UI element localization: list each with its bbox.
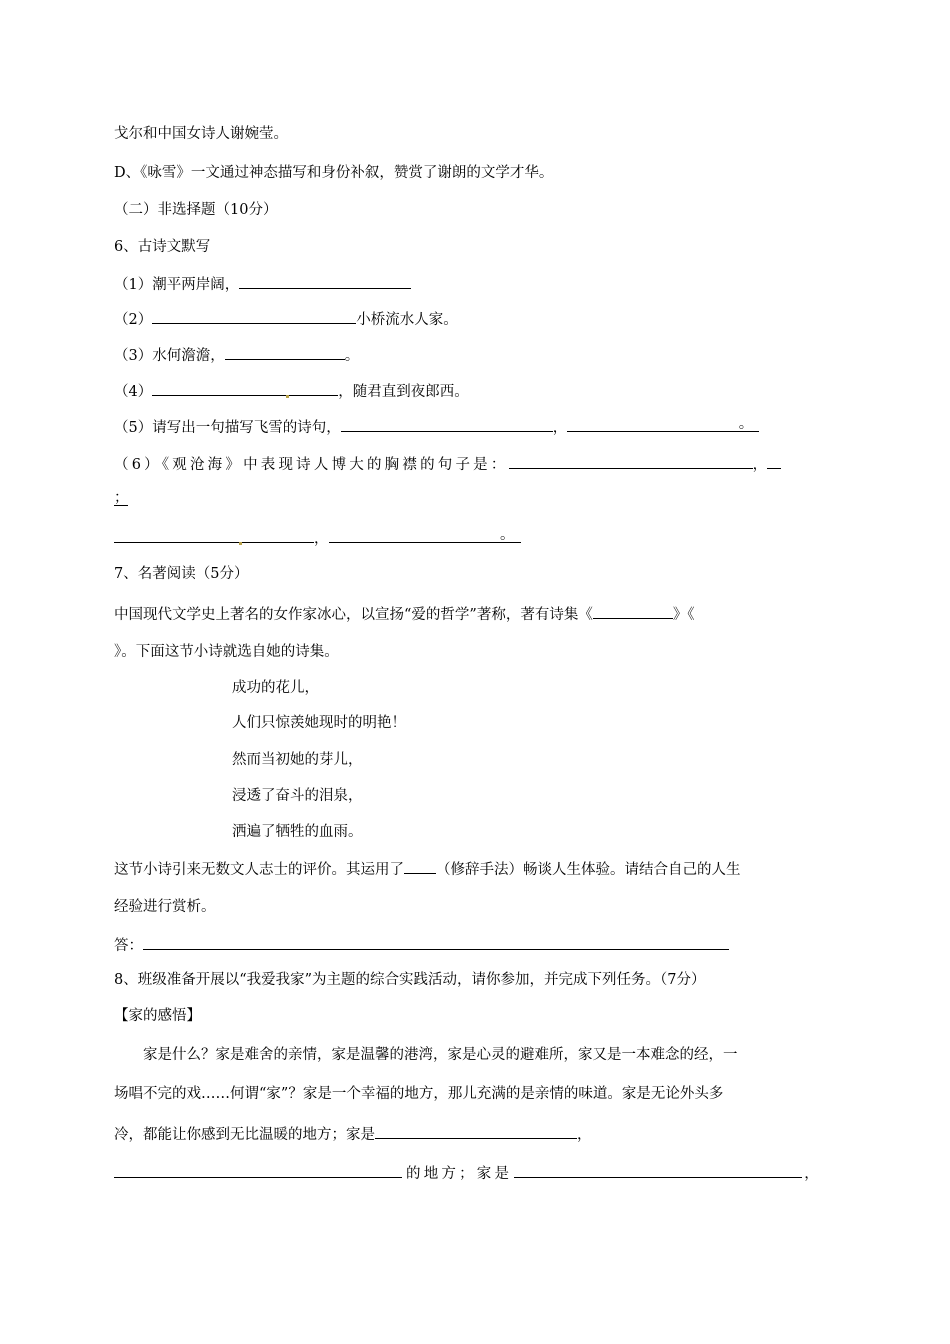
q6-2-text: （2）: [114, 312, 153, 328]
q6-4-text: （4）: [114, 384, 153, 400]
q6-5-period: 。: [738, 416, 754, 432]
answer-blank[interactable]: [767, 453, 781, 469]
q6-6-semicolon: ；: [114, 490, 129, 506]
section-heading: （二）非选择题（10分）: [114, 202, 278, 218]
answer-blank[interactable]: [143, 934, 729, 950]
q7-text: 中国现代文学史上著名的女作家冰心，以宣扬“爱的哲学”著称，著有诗集《: [114, 607, 593, 623]
question-8-title: 8、班级准备开展以“我爱我家”为主题的综合实践活动，请你参加，并完成下列任务。（7分）: [114, 972, 706, 988]
text-line: 戈尔和中国女诗人谢婉莹。: [114, 126, 288, 142]
q6-6-period: 。: [500, 527, 515, 543]
option-d: D、《咏雪》一文通过神态描写和身份补叙，赞赏了谢朗的文学才华。: [114, 165, 554, 181]
q7-p3-text: 这节小诗引来无数文人志士的评价。其运用了: [114, 862, 404, 878]
q8-p3-comma: ，: [577, 1127, 592, 1143]
question-6-1: [114, 273, 411, 295]
q8-p4-text: 的地方；家是: [406, 1166, 513, 1182]
poem-line: 人们只惊羡她现时的明艳！: [232, 715, 406, 731]
question-6-4: [114, 380, 469, 402]
answer-line: [114, 934, 729, 956]
question-8-para-1: 家是什么？家是难舍的亲情，家是温馨的港湾，家是心灵的避难所，家又是一本难念的经，一: [114, 1047, 738, 1063]
question-7-para-3: [114, 858, 741, 880]
question-7-para-4: 经验进行赏析。: [114, 899, 216, 915]
q6-2-text-after: 小桥流水人家。: [356, 312, 458, 328]
answer-blank[interactable]: [152, 380, 338, 396]
answer-blank[interactable]: [114, 1162, 402, 1178]
answer-blank[interactable]: [509, 453, 753, 469]
answer-label: 答：: [114, 938, 143, 954]
question-7-title: 7、名著阅读（5分）: [114, 566, 249, 582]
question-7-para-1: [114, 603, 695, 625]
q6-4-text-after: ，随君直到夜郎西。: [338, 384, 469, 400]
mark-dot: [239, 542, 242, 545]
q6-3-text: （3）水何澹澹，: [114, 348, 225, 364]
question-6-6-cont2: [114, 527, 521, 549]
answer-blank[interactable]: [114, 490, 128, 506]
question-6-5: [114, 416, 759, 438]
answer-blank[interactable]: [375, 1123, 577, 1139]
q6-6-comma: ，: [752, 457, 768, 473]
question-8-subheading: 【家的感悟】: [114, 1008, 201, 1024]
answer-blank[interactable]: [567, 416, 759, 432]
q6-5-comma: ，: [552, 420, 568, 436]
q6-6-text: （6）《观沧海》中表现诗人博大的胸襟的句子是：: [114, 457, 509, 473]
answer-blank[interactable]: [152, 308, 356, 324]
question-6-6: [114, 453, 781, 475]
answer-blank[interactable]: [225, 344, 345, 360]
answer-blank[interactable]: [593, 603, 673, 619]
q7-text-mid: 》《: [672, 607, 695, 623]
poem-line: 洒遍了牺牲的血雨。: [232, 824, 363, 840]
answer-blank[interactable]: [114, 527, 314, 543]
question-6-2: [114, 308, 458, 330]
question-6-6-cont: [114, 490, 128, 512]
question-8-para-2: 场唱不完的戏……何谓“家”？家是一个幸福的地方，那儿充满的是亲情的味道。家是无论外头多: [114, 1086, 724, 1102]
poem-line: 成功的花儿，: [232, 680, 319, 696]
q8-p4-comma: ，: [804, 1166, 819, 1182]
answer-blank[interactable]: [514, 1162, 802, 1178]
answer-blank[interactable]: [341, 416, 553, 432]
question-7-para-2: 》。下面这节小诗就选自她的诗集。: [114, 644, 339, 660]
answer-blank[interactable]: [404, 858, 436, 874]
q6-5-text: （5）请写出一句描写飞雪的诗句，: [114, 420, 341, 436]
question-6-3: [114, 344, 359, 366]
question-8-para-4: [114, 1162, 819, 1184]
poem-line: 浸透了奋斗的泪泉，: [232, 788, 363, 804]
answer-blank[interactable]: [239, 273, 411, 289]
q8-p3-text: 冷，都能让你感到无比温暖的地方；家是: [114, 1127, 375, 1143]
q6-1-text: （1）潮平两岸阔，: [114, 277, 240, 293]
answer-blank[interactable]: [329, 527, 521, 543]
question-6-title: 6、古诗文默写: [114, 239, 211, 255]
q6-6-comma2: ，: [314, 531, 329, 547]
q6-3-text-after: 。: [344, 348, 360, 364]
mark-dot: [286, 395, 289, 398]
question-8-para-3: [114, 1123, 592, 1145]
poem-line: 然而当初她的芽儿，: [232, 752, 363, 768]
q7-p3-text-after: （修辞手法）畅谈人生体验。请结合自己的人生: [436, 862, 741, 878]
